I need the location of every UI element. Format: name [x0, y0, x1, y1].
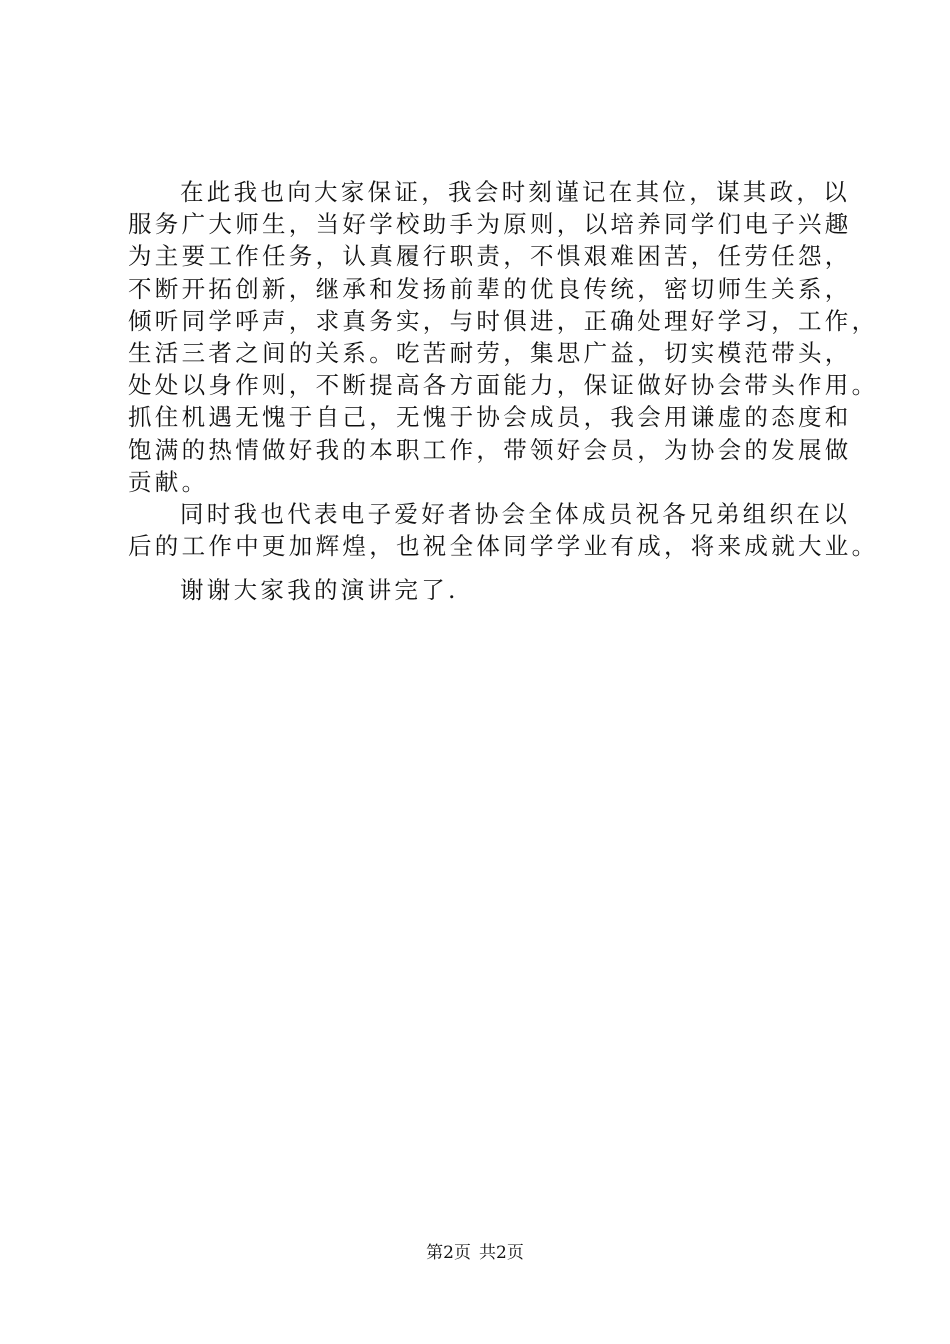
page-footer: [0, 1242, 950, 1264]
paragraph-2: [128, 498, 879, 562]
paragraph-line: 生活三者之间的关系。吃苦耐劳，集思广益，切实模范带头，: [128, 338, 852, 367]
paragraph-line: 处处以身作则，不断提高各方面能力，保证做好协会带头作用。: [128, 371, 879, 400]
paragraph-line: 服务广大师生，当好学校助手为原则，以培养同学们电子兴趣: [128, 210, 852, 239]
paragraph-line: 同时我也代表电子爱好者协会全体成员祝各兄弟组织在以: [180, 499, 850, 528]
page-total: 共2页: [479, 1243, 524, 1263]
closing-remark: 谢谢大家我的演讲完了.: [180, 576, 459, 604]
paragraph-line: 为主要工作任务，认真履行职责，不惧艰难困苦，任劳任怨，: [128, 242, 852, 271]
paragraph-line: 抓住机遇无愧于自己，无愧于协会成员，我会用谦虚的态度和: [128, 403, 852, 432]
paragraph-line: 后的工作中更加辉煌，也祝全体同学学业有成，将来成就大业。: [128, 532, 879, 561]
paragraph-line: 在此我也向大家保证，我会时刻谨记在其位，谋其政，以: [180, 178, 850, 206]
paragraph-1: [128, 176, 879, 498]
document-body: [128, 176, 879, 562]
paragraph-line: 饱满的热情做好我的本职工作，带领好会员，为协会的发展做: [128, 435, 852, 464]
paragraph-line: 倾听同学呼声，求真务实，与时俱进，正确处理好学习，工作，: [128, 306, 879, 335]
page-number: 第2页: [426, 1243, 471, 1263]
paragraph-line: 不断开拓创新，继承和发扬前辈的优良传统，密切师生关系，: [128, 274, 852, 303]
paragraph-line: 贡献。: [128, 467, 209, 496]
